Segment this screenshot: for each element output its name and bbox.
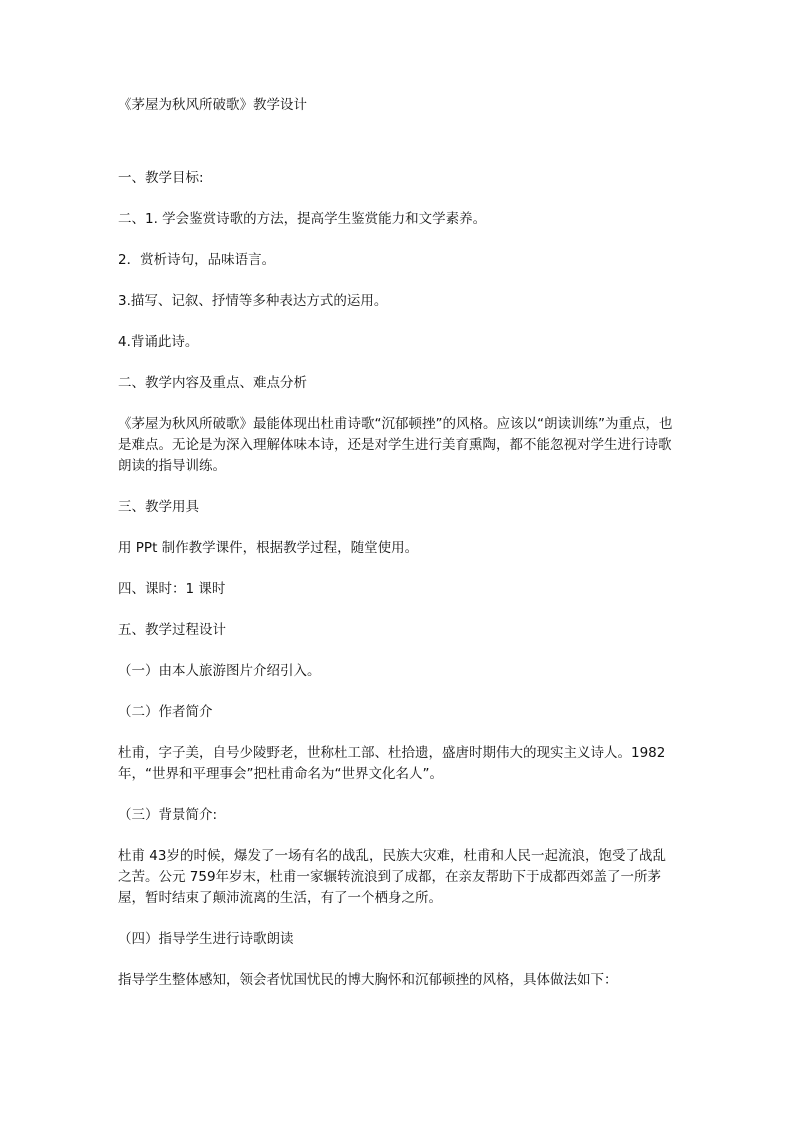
section-teaching-goals: 一、教学目标:: [118, 170, 204, 186]
goal-item-2: 2．赏析诗句，品味语言。: [118, 252, 276, 268]
reading-guidance-paragraph: 指导学生整体感知，领会者忧国忧民的博大胸怀和沉郁顿挫的风格，具体做法如下：: [118, 972, 618, 988]
document-title: 《茅屋为秋风所破歌》教学设计: [118, 97, 307, 113]
section-class-hours: 四、课时：1 课时: [118, 581, 226, 597]
process-step-3: （三）背景简介:: [118, 807, 218, 823]
section-teaching-tools: 三、教学用具: [118, 499, 199, 515]
process-step-4: （四）指导学生进行诗歌朗读: [118, 931, 294, 947]
background-paragraph: 杜甫 43岁的时候，爆发了一场有名的战乱，民族大灾难，杜甫和人民一起流浪，饱受了战乱之苦。公元 759年岁末，杜甫一家辗转流浪到了成都，在亲友帮助下于成都西郊盖了一所茅屋，暂时结束了颠沛流离的生活，有了一个栖身之所。: [118, 848, 666, 906]
goal-item-4: 4.背诵此诗。: [118, 334, 199, 350]
author-intro-paragraph: 杜甫，字子美，自号少陵野老，世称杜工部、杜拾遗，盛唐时期伟大的现实主义诗人。1982 年，“世界和平理事会”把杜甫命名为“世界文化名人”。: [118, 745, 666, 782]
teaching-tools-paragraph: 用 PPt 制作教学课件，根据教学过程，随堂使用。: [118, 540, 419, 556]
section-process-design: 五、教学过程设计: [118, 622, 226, 638]
process-step-1: （一）由本人旅游图片介绍引入。: [118, 663, 321, 679]
section-content-analysis: 二、教学内容及重点、难点分析: [118, 375, 307, 391]
goal-item-1: 二、1. 学会鉴赏诗歌的方法，提高学生鉴赏能力和文学素养。: [118, 211, 487, 227]
content-analysis-paragraph: 《茅屋为秋风所破歌》最能体现出杜甫诗歌“沉郁顿挫”的风格。应该以“朗读训练”为重点，也是难点。无论是为深入理解体味本诗，还是对学生进行美育熏陶，都不能忽视对学生进行诗歌朗读的指导训练。: [118, 416, 673, 474]
goal-item-3: 3.描写、记叙、抒情等多种表达方式的运用。: [118, 293, 388, 309]
process-step-2: （二）作者简介: [118, 704, 213, 720]
